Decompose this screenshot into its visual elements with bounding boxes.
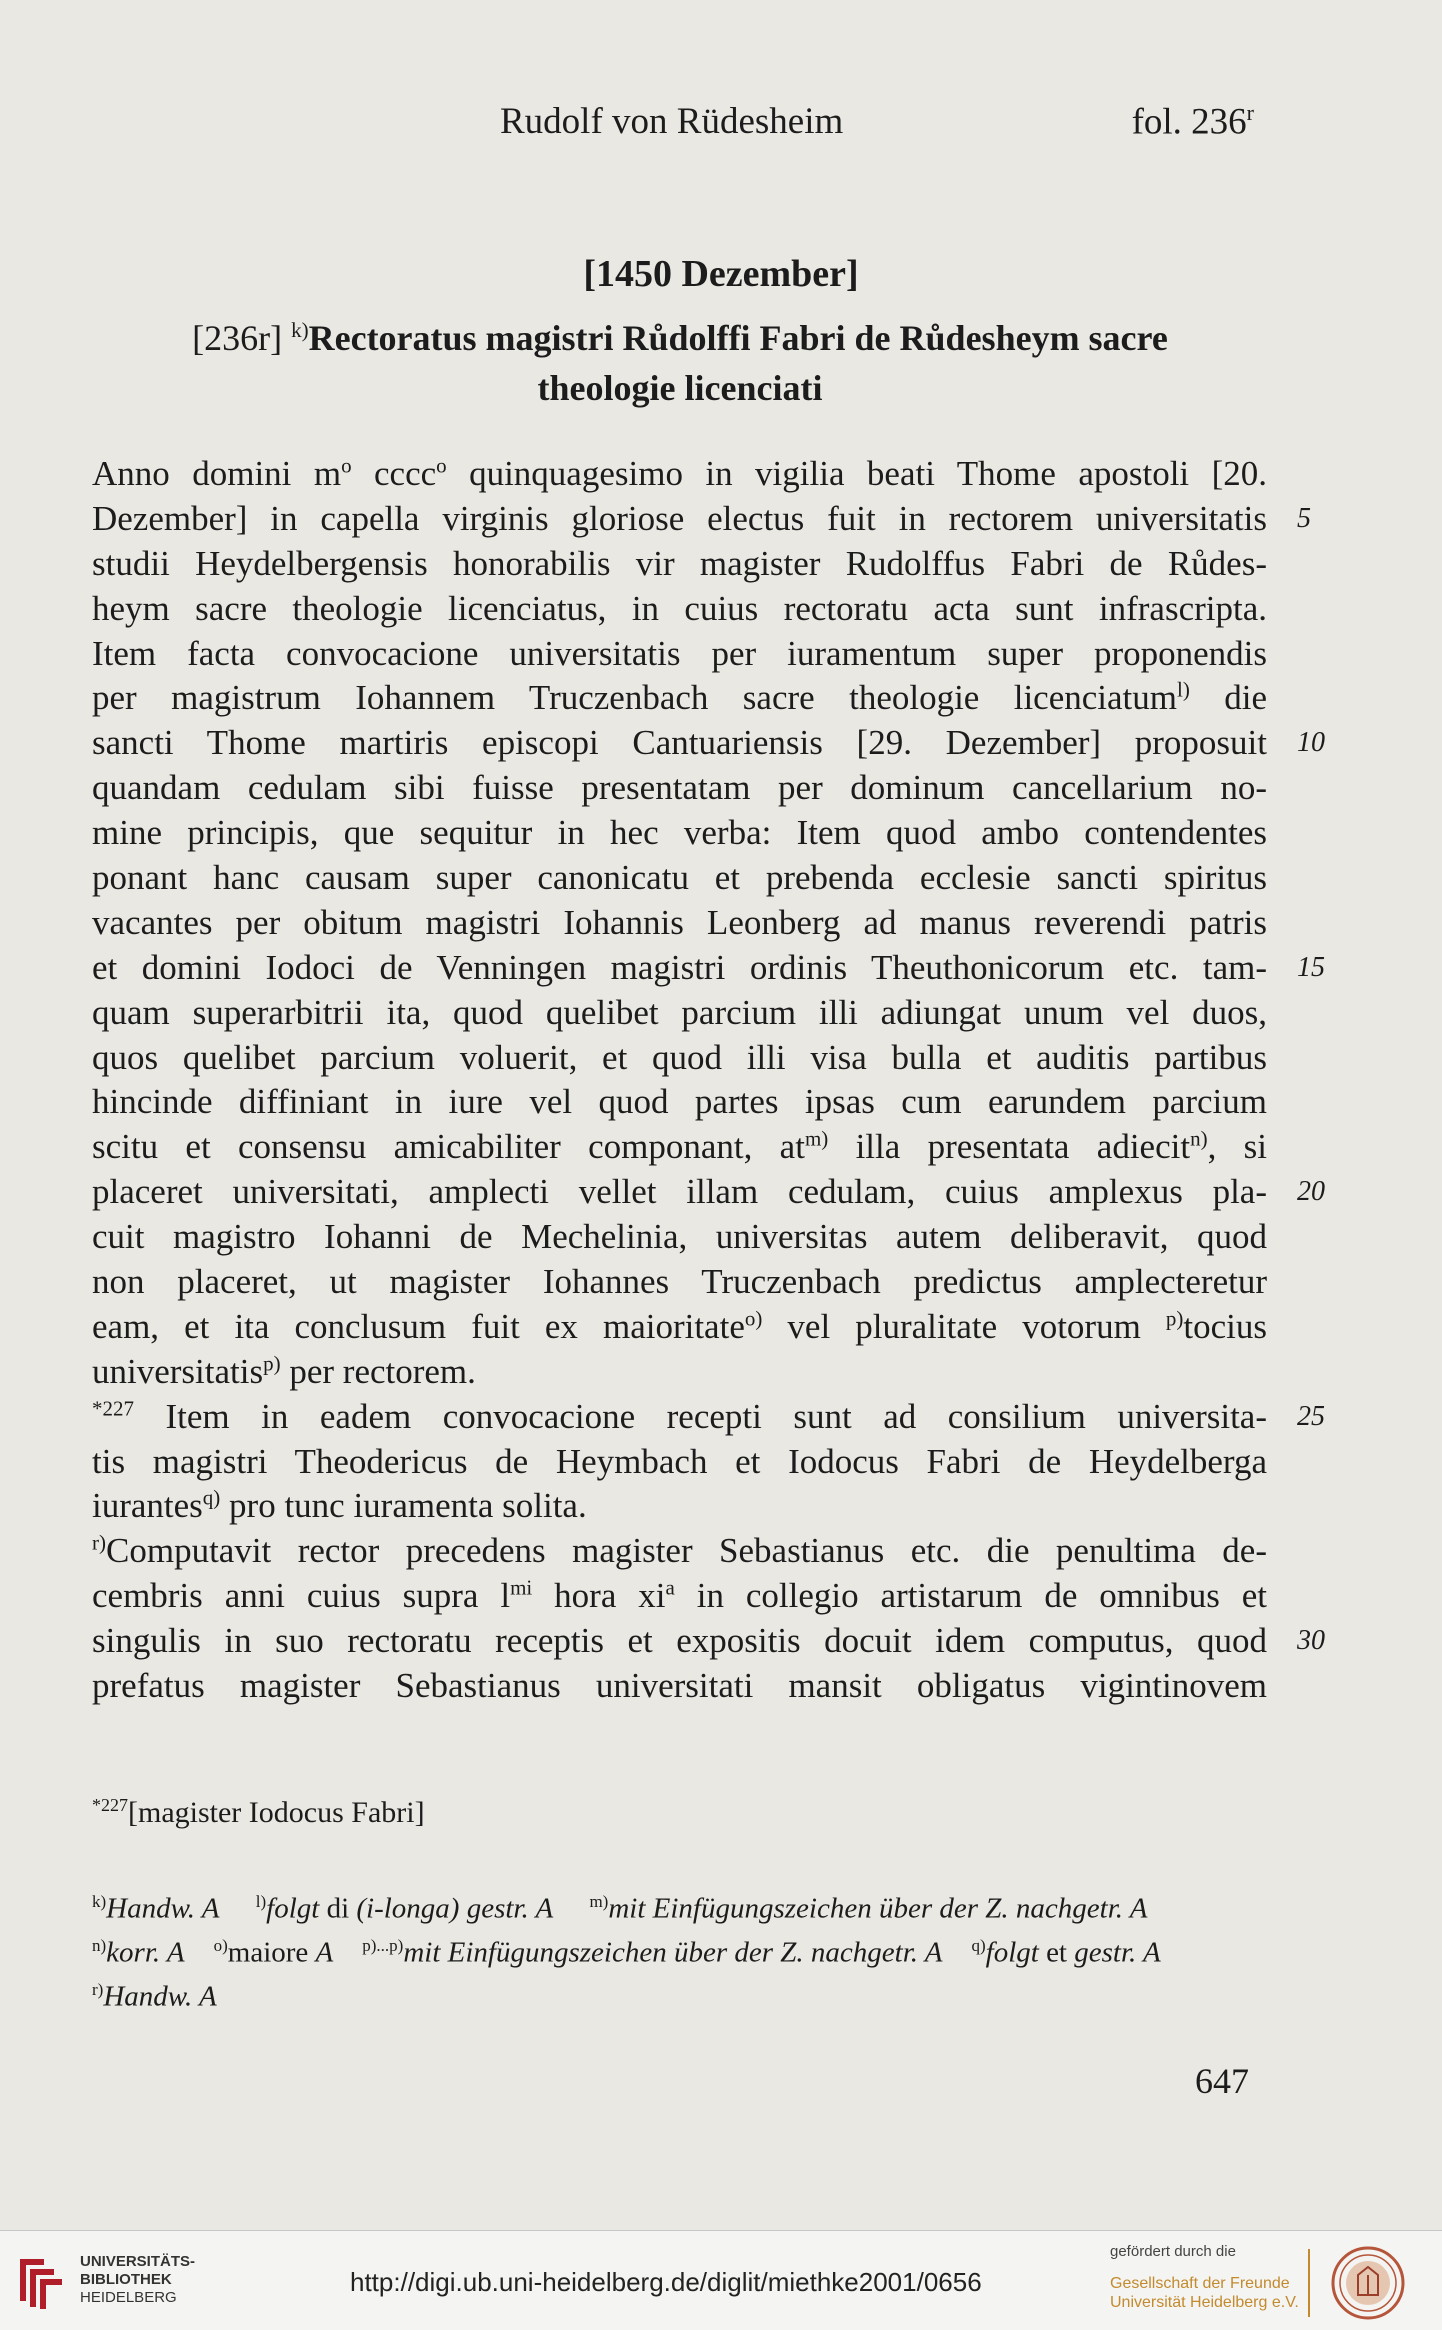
critical-apparatus [92, 1880, 1267, 2012]
ub-heidelberg-wordmark[interactable]: UNIVERSITÄTS- BIBLIOTHEK HEIDELBERG [80, 2253, 196, 2306]
running-title: Rudolf von Rüdesheim [500, 101, 844, 142]
text-line: scitu et consensu amicabiliter componant, $at^{m)}$ illa presentata adiecit$^{n)}$, si [92, 1126, 1267, 1167]
text-line: universitatis$^{p)}$ per rectorem. [92, 1351, 476, 1391]
text-line: non placeret, ut magister Iohannes Truczenbach predictus amplecteretur [92, 1262, 1267, 1302]
text-line: Dezember] in capella virginis gloriose electus fuit in rectorem universitatis [92, 498, 1267, 538]
running-head [0, 100, 1442, 150]
text-line: iurantes$^{q)}$ pro tunc iuramenta solita. [92, 1485, 587, 1526]
text-line: vacantes per obitum magistri Iohannis Leonberg ad manus reverendi patris [92, 902, 1267, 942]
text-line: quam superarbitrii ita, quod quelibet parcium illi adiungat unum vel duos, [92, 992, 1267, 1032]
apparatus-line: $^{k)}$Handw. A $^{l)}$folgt di (i-longa) gestr. A $^{m)}$mit Einfügungszeichen über der Z. nachgetr. A [92, 1892, 1148, 1925]
sponsor-block[interactable] [1110, 2243, 1299, 2312]
text-line: cuit magistro Iohanni de Mechelinia, universitas autem deliberavit, quod [92, 1217, 1267, 1257]
line-number: 15 [1297, 951, 1325, 983]
text-line: Anno domini $m^o$ cccc$^o$ quinquagesimo in vigilia beati Thome apostoli [20. [92, 453, 1267, 493]
margin-note: $^{*227}$[magister Iodocus Fabri] [92, 1795, 425, 1829]
university-seal-icon[interactable] [1330, 2245, 1406, 2321]
text-line: per magistrum Iohannem Truczenbach sacre theologie licenciatum$^{l)}$ die [92, 677, 1267, 718]
viewer-footer [0, 2230, 1442, 2330]
text-line: $^{r)}$Computavit rector precedens magister Sebastianus etc. die penultima de- [92, 1530, 1267, 1571]
text-line: Item facta convocacione universitatis per iuramentum super proponendis [92, 633, 1267, 673]
line-number: 20 [1297, 1176, 1325, 1208]
sponsor-divider [1308, 2249, 1310, 2317]
line-number: 25 [1297, 1400, 1325, 1432]
permalink-url[interactable]: http://digi.ub.uni-heidelberg.de/diglit/miethke2001/0656 [350, 2267, 982, 2297]
text-line: ponant hanc causam super canonicatu et prebenda ecclesie sancti spiritus [92, 858, 1267, 898]
text-line: mine principis, que sequitur in hec verba: Item quod ambo contendentes [92, 813, 1267, 853]
text-line: placeret universitati, amplecti vellet illam cedulam, cuius amplexus pla- [92, 1172, 1267, 1212]
body-text [92, 452, 1267, 1709]
funded-by-label: gefördert durch die [1110, 2243, 1236, 2260]
text-line: cembris anni cuius supra $l^{mi}$ hora $xi^a$ in collegio artistarum de omnibus et [92, 1575, 1267, 1616]
apparatus-line: $^{r)}$Handw. A [92, 1980, 217, 2013]
sponsor-name: Gesellschaft der Freunde [1110, 2275, 1290, 2292]
text-line: singulis in suo rectoratu receptis et expositis docuit idem computus, quod [92, 1621, 1267, 1661]
text-line: quos quelibet parcium voluerit, et quod illi visa bulla et auditis partibus [92, 1037, 1267, 1077]
page-number: 647 [1195, 2061, 1249, 2101]
text-line: hincinde diffiniant in iure vel quod partes ipsas cum earundem parcium [92, 1082, 1267, 1122]
text-line: tis magistri Theodericus de Heymbach et Iodocus Fabri de Heydelberga [92, 1441, 1267, 1481]
line-number: 10 [1297, 727, 1325, 759]
text-line: prefatus magister Sebastianus universitati mansit obligatus vigintinovem [92, 1666, 1267, 1706]
line-number: 5 [1297, 502, 1311, 534]
text-line: sancti Thome martiris episcopi Cantuariensis [29. Dezember] proposuit [92, 723, 1267, 763]
folio-reference: fol. 236$^r$ [1131, 100, 1254, 143]
entry-rubric: [236r] $^{k)}$Rectoratus magistri Růdolffi Fabri de Růdesheym sacre theologie licenciati [192, 318, 1168, 408]
line-number: 30 [1297, 1625, 1325, 1657]
date-heading: [1450 Dezember] [583, 253, 859, 295]
text-line: $^{*227}$ Item in eadem convocacione recepti sunt ad consilium universita- [92, 1396, 1267, 1436]
text-line: et domini Iodoci de Venningen magistri ordinis Theuthonicorum etc. tam- [92, 947, 1267, 987]
text-line: eam, et ita conclusum fuit ex maioritate$^{o)}$ vel pluralitate votorum $^{p)}$tocius [92, 1306, 1267, 1346]
apparatus-line: $^{n)}$korr. A $^{o)}$maiore A $^{p)...p)}$mit Einfügungszeichen über der Z. nachgetr. A $^{q)}$folgt et gestr. A [92, 1936, 1161, 1969]
text-line: quandam cedulam sibi fuisse presentatam per dominum cancellarium no- [92, 768, 1267, 808]
sponsor-name: Universität Heidelberg e.V. [1110, 2294, 1299, 2311]
text-line: heym sacre theologie licenciatus, in cuius rectoratu acta sunt infrascripta. [92, 588, 1267, 628]
ub-heidelberg-logo-icon[interactable] [14, 2251, 66, 2311]
text-line: studii Heydelbergensis honorabilis vir magister Rudolffus Fabri de Růdes- [92, 543, 1267, 583]
